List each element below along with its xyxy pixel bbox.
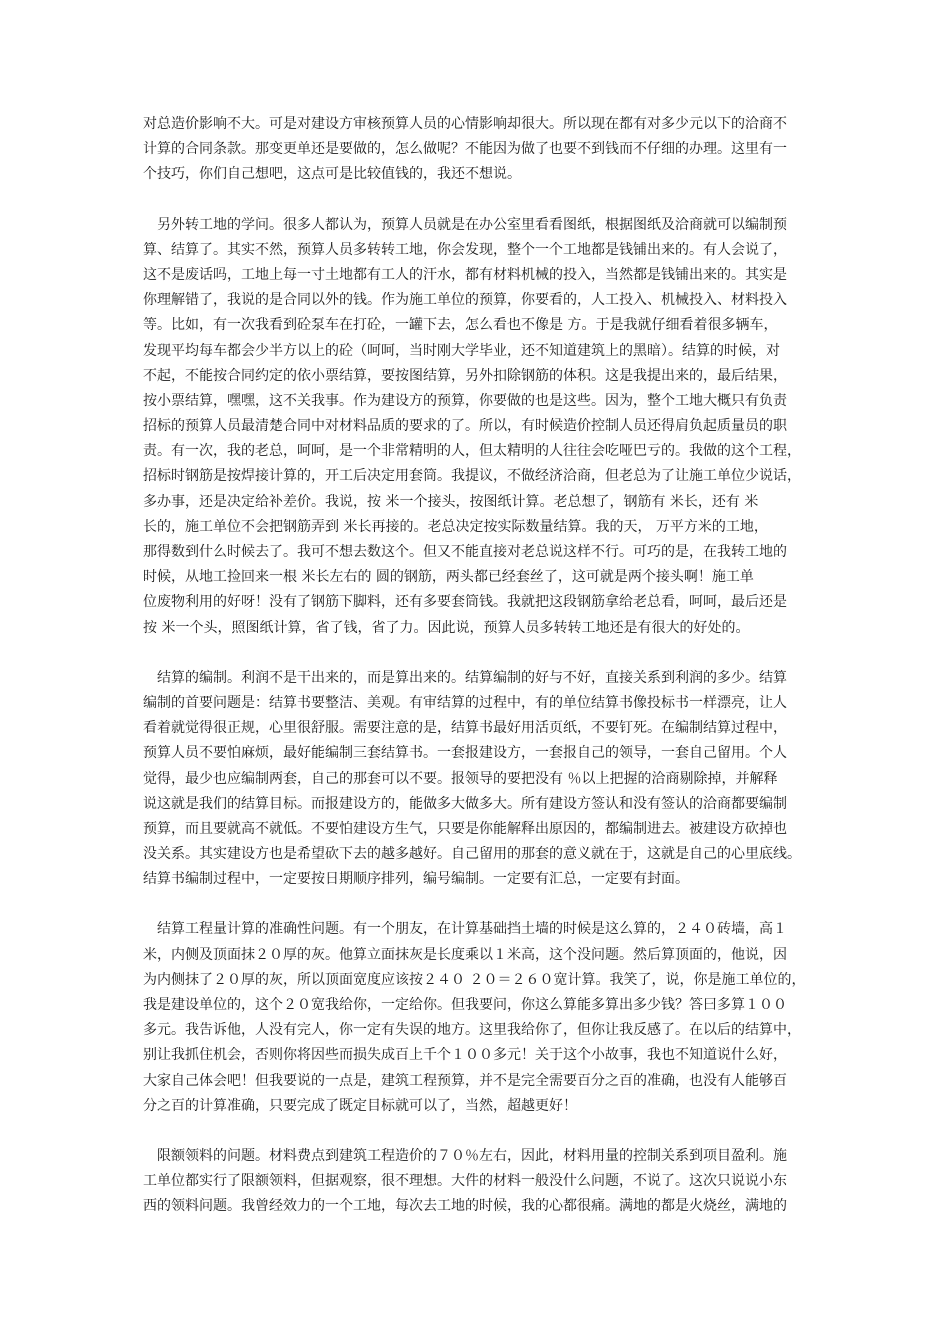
text-line: 结算的编制。利润不是干出来的，而是算出来的。结算编制的好与不好，直接关系到利润的多少。结算 xyxy=(157,669,787,686)
text-line: 按小票结算，嘿嘿，这不关我事。作为建设方的预算，你要做的也是这些。因为，整个工地大概只有负责 xyxy=(143,392,787,409)
text-line: 别让我抓住机会，否则你将因些而损失成百上千个１００多元！关于这个小故事，我也不知道说什么好， xyxy=(143,1047,787,1064)
text-line: 看着就觉得很正规，心里很舒服。需要注意的是，结算书最好用活页纸，不要钉死。在编制结算过程中， xyxy=(143,720,787,737)
text-line: 结算书编制过程中，一定要按日期顺序排列，编号编制。一定要有汇总，一定要有封面。 xyxy=(143,871,689,888)
text-line: 位废物利用的好呀！没有了钢筋下脚料，还有多要套筒钱。我就把这段钢筋拿给老总看，呵呵，最后还是 xyxy=(143,594,787,611)
text-line: 分之百的计算准确，只要完成了既定目标就可以了，当然，超越更好！ xyxy=(143,1097,577,1114)
text-line: 不起，不能按合同约定的依小票结算，要按图结算，另外扣除钢筋的体积。这是我提出来的，最后结果， xyxy=(143,367,787,384)
text-line: 预算，而且要就高不就低。不要怕建设方生气，只要是你能解释出原因的，都编制进去。被建设方砍掉也 xyxy=(143,820,787,837)
text-line: 发现平均每车都会少半方以上的砼（呵呵，当时刚大学毕业，还不知道建筑上的黑暗）。结算的时候，对 xyxy=(143,342,780,359)
text-line: 那得数到什么时候去了。我可不想去数这个。但又不能直接对老总说这样不行。可巧的是，在我转工地的 xyxy=(143,544,787,560)
paragraph xyxy=(143,213,811,641)
text-line: 对总造价影响不大。可是对建设方审核预算人员的心情影响却很大。所以现在都有对多少元以下的洽商不 xyxy=(143,116,787,132)
text-line: 工单位都实行了限额领料，但据观察，很不理想。大件的材料一般没什么问题，不说了。这次只说说小东 xyxy=(143,1173,787,1190)
text-line: 限额领料的问题。材料费点到建筑工程造价的７０％左右，因此，材料用量的控制关系到项目盈利。施 xyxy=(157,1147,787,1164)
text-line: 为内侧抹了２０厚的灰，所以顶面宽度应该按２４０ ２０＝２６０宽计算。我笑了，说，你是施工单位的， xyxy=(143,971,806,988)
text-line: 按 米一个头，照图纸计算，省了钱，省了力。因此说，预算人员多转转工地还是有很大的好处的。 xyxy=(143,619,750,636)
text-line: 说这就是我们的结算目标。而报建设方的，能做多大做多大。所有建设方签认和没有签认的洽商都要编制 xyxy=(143,795,787,812)
paragraph xyxy=(143,112,811,188)
text-line: 另外转工地的学问。很多人都认为，预算人员就是在办公室里看看图纸，根据图纸及洽商就可以编制预 xyxy=(157,216,787,233)
document-body xyxy=(143,112,811,1220)
text-line: 大家自己体会吧！但我要说的一点是，建筑工程预算，并不是完全需要百分之百的准确，也没有人能够百 xyxy=(143,1072,787,1089)
text-line: 多元。我告诉他，人没有完人，你一定有失误的地方。这里我给你了，但你让我反感了。在以后的结算中， xyxy=(143,1022,801,1039)
text-line: 多办事，还是决定给补差价。我说，按 米一个接头，按图纸计算。老总想了，钢筋有 米长，还有 米 xyxy=(143,493,759,510)
text-line: 计算的合同条款。那变更单还是要做的，怎么做呢？不能因为做了也要不到钱而不仔细的办理。这里有一 xyxy=(143,141,787,158)
text-line: 西的领料问题。我曾经效力的一个工地，每次去工地的时候，我的心都很痛。满地的都是火烧丝，满地的 xyxy=(143,1198,787,1215)
text-line: 米，内侧及顶面抹２０厚的灰。他算立面抹灰是长度乘以１米高，这个没问题。然后算顶面的，他说，因 xyxy=(143,946,787,963)
text-line: 编制的首要问题是：结算书要整洁、美观。有审结算的过程中，有的单位结算书像投标书一样漂亮，让人 xyxy=(143,694,787,711)
text-line: 招标的预算人员最清楚合同中对材料品质的要求的了。所以，有时候造价控制人员还得肩负起质量员的职 xyxy=(143,418,787,435)
text-line: 招标时钢筋是按焊接计算的，开工后决定用套筒。我提议，不做经济洽商，但老总为了让施工单位少说话， xyxy=(143,468,801,485)
text-line: 这不是废话吗，工地上每一寸土地都有工人的汗水，都有材料机械的投入，当然都是钱铺出来的。其实是 xyxy=(143,266,787,283)
text-line: 长的，施工单位不会把钢筋弄到 米长再接的。老总决定按实际数量结算。我的天， 万平方米的工地， xyxy=(143,518,768,535)
text-line: 结算工程量计算的准确性问题。有一个朋友，在计算基础挡土墙的时候是这么算的，２４０砖墙，高１ xyxy=(157,921,787,938)
text-line: 没关系。其实建设方也是希望砍下去的越多越好。自己留用的那套的意义就在于，这就是自己的心里底线。 xyxy=(143,846,801,863)
text-line: 我是建设单位的，这个２０宽我给你，一定给你。但我要问，你这么算能多算出多少钱？答曰多算１００ xyxy=(143,997,787,1013)
text-line: 算、结算了。其实不然，预算人员多转转工地，你会发现，整个一个工地都是钱铺出来的。有人会说了， xyxy=(143,241,787,258)
text-line: 等。比如，有一次我看到砼泵车在打砼，一罐下去，怎么看也不像是 方。于是我就仔细看着很多辆车， xyxy=(143,317,778,334)
text-line: 预算人员不要怕麻烦，最好能编制三套结算书。一套报建设方，一套报自己的领导，一套自己留用。个人 xyxy=(143,745,787,762)
text-line: 你理解错了，我说的是合同以外的钱。作为施工单位的预算，你要看的，人工投入、机械投入、材料投入 xyxy=(143,292,787,309)
text-line: 觉得，最少也应编制两套，自己的那套可以不要。报领导的要把没有 ％以上把握的洽商剔除掉，并解释 xyxy=(143,770,778,787)
paragraph xyxy=(143,666,811,893)
text-line: 个技巧，你们自己想吧，这点可是比较值钱的，我还不想说。 xyxy=(143,166,521,183)
paragraph xyxy=(143,917,811,1119)
paragraph xyxy=(143,1144,811,1220)
text-line: 责。有一次，我的老总，呵呵，是一个非常精明的人，但太精明的人往往会吃哑巴亏的。我做的这个工程， xyxy=(143,443,801,460)
text-line: 时候，从地工捡回来一根 米长左右的 圆的钢筋，两头都已经套丝了，这可就是两个接头啊！施工单 xyxy=(143,569,754,586)
